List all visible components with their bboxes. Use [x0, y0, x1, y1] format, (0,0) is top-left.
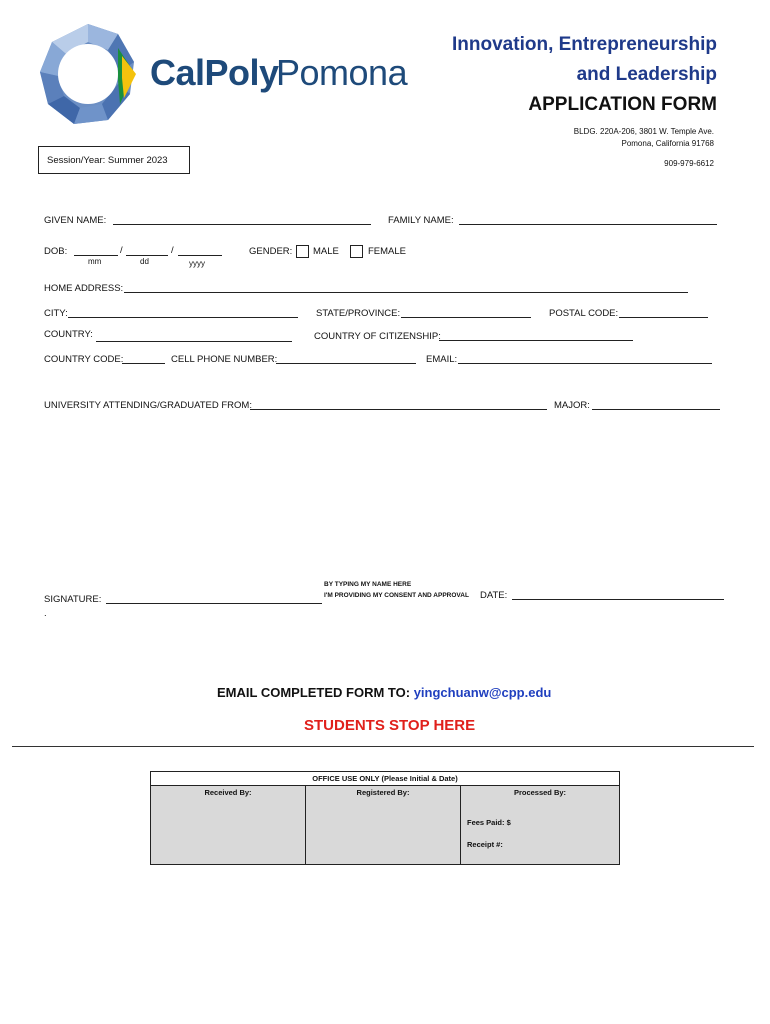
email-field[interactable]: [458, 363, 712, 364]
address-line2: Pomona, California 91768: [621, 139, 714, 148]
city-label: CITY:: [44, 308, 68, 319]
dob-slash-1: /: [120, 245, 123, 256]
office-use-table: [150, 771, 620, 865]
male-label: MALE: [313, 246, 339, 257]
citizenship-field[interactable]: [439, 340, 633, 341]
date-label: DATE:: [480, 590, 508, 601]
state-field[interactable]: [401, 317, 531, 318]
stray-dot: .: [44, 608, 47, 619]
email-instructions: [217, 685, 551, 700]
logo-emblem-icon: [38, 20, 138, 128]
receipt-number-label: Receipt #:: [467, 840, 503, 849]
home-address-field[interactable]: [124, 292, 688, 293]
cut-line-divider: [12, 746, 754, 747]
cpp-logo: [38, 20, 408, 128]
fees-paid-label: Fees Paid: $: [467, 818, 511, 827]
female-label: FEMALE: [368, 246, 407, 257]
registered-by-label: Registered By:: [356, 788, 410, 797]
students-stop-here: STUDENTS STOP HERE: [304, 717, 476, 734]
country-code-label: COUNTRY CODE:: [44, 354, 124, 365]
dob-dd-field[interactable]: [126, 255, 168, 256]
program-title-line1: Innovation, Entrepreneurship: [452, 34, 717, 55]
received-by-label: Received By:: [204, 788, 252, 797]
dob-yyyy-hint: yyyy: [189, 259, 205, 268]
dob-mm-hint: mm: [88, 257, 102, 266]
cell-phone-label: CELL PHONE NUMBER:: [171, 354, 278, 365]
country-label: COUNTRY:: [44, 329, 93, 340]
dob-slash-2: /: [171, 245, 174, 256]
university-label: UNIVERSITY ATTENDING/GRADUATED FROM:: [44, 400, 252, 411]
program-title-line2: and Leadership: [576, 64, 717, 85]
female-checkbox[interactable]: [350, 245, 363, 258]
consent-note-line2: I'M PROVIDING MY CONSENT AND APPROVAL: [324, 592, 469, 599]
given-name-field[interactable]: [113, 224, 371, 225]
submission-email-link[interactable]: yingchuanw@cpp.edu: [413, 685, 552, 700]
email-label: EMAIL:: [426, 354, 458, 365]
country-code-field[interactable]: [122, 363, 165, 364]
signature-field[interactable]: [106, 603, 322, 604]
address-line1: BLDG. 220A-206, 3801 W. Temple Ave.: [573, 127, 714, 136]
cell-phone-field[interactable]: [276, 363, 416, 364]
postal-code-label: POSTAL CODE:: [549, 308, 619, 319]
form-title: APPLICATION FORM: [528, 94, 717, 115]
gender-label: GENDER:: [249, 246, 293, 257]
dob-yyyy-field[interactable]: [178, 255, 222, 256]
session-year-box: [38, 146, 190, 174]
university-field[interactable]: [250, 409, 547, 410]
major-field[interactable]: [592, 409, 720, 410]
dob-mm-field[interactable]: [74, 255, 118, 256]
signature-label: SIGNATURE:: [44, 594, 102, 605]
office-use-header: OFFICE USE ONLY (Please Initial & Date): [151, 772, 619, 786]
logo-text-pomona: Pomona: [276, 52, 408, 93]
family-name-field[interactable]: [459, 224, 717, 225]
consent-note-line1: BY TYPING MY NAME HERE: [324, 581, 412, 588]
processed-by-label: Processed By:: [513, 788, 567, 797]
given-name-label: GIVEN NAME:: [44, 215, 107, 226]
processed-by-cell: [461, 785, 619, 864]
state-label: STATE/PROVINCE:: [316, 308, 401, 319]
citizenship-label: COUNTRY OF CITIZENSHIP:: [314, 331, 441, 342]
postal-code-field[interactable]: [619, 317, 708, 318]
city-field[interactable]: [68, 317, 298, 318]
date-field[interactable]: [512, 599, 724, 600]
email-instructions-label: EMAIL COMPLETED FORM TO:: [217, 685, 411, 700]
received-by-cell: [151, 785, 306, 864]
logo-text-calpoly: CalPoly: [150, 52, 279, 93]
home-address-label: HOME ADDRESS:: [44, 283, 124, 294]
male-checkbox[interactable]: [296, 245, 309, 258]
phone-number: 909-979-6612: [664, 159, 714, 168]
dob-label: DOB:: [44, 246, 68, 257]
session-year-label: Session/Year: Summer 2023: [47, 155, 168, 166]
country-field[interactable]: [96, 341, 292, 342]
registered-by-cell: [306, 785, 461, 864]
dob-dd-hint: dd: [140, 257, 149, 266]
family-name-label: FAMILY NAME:: [388, 215, 454, 226]
major-label: MAJOR:: [554, 400, 590, 411]
